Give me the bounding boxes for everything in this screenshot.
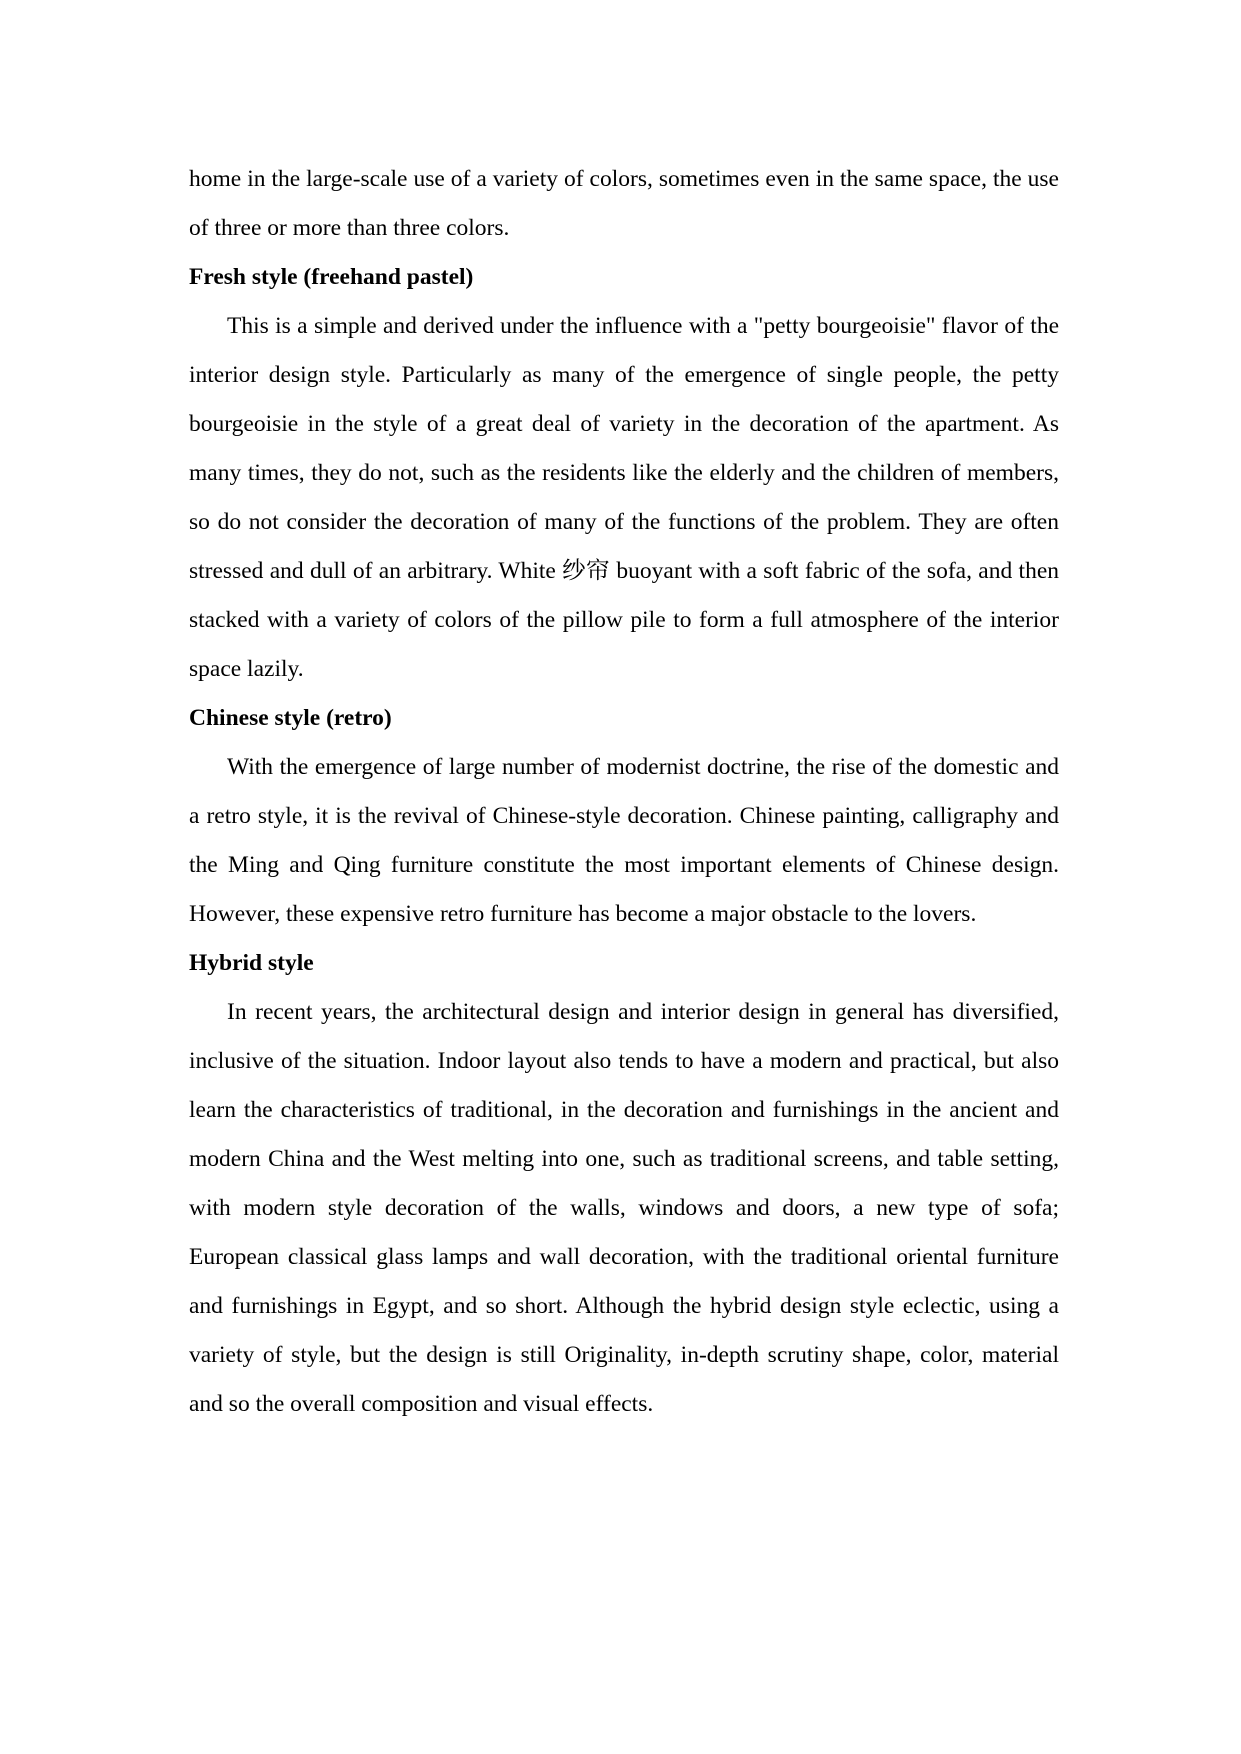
intro-continuation-paragraph: home in the large-scale use of a variety of colors, sometimes even in the same space, the use of three or more than three colors.	[189, 166, 1059, 241]
section-body-chinese-style: With the emergence of large number of modernist doctrine, the rise of the domestic and a retro style, it is the revival of Chinese-style decoration. Chinese painting, calligraphy and the Ming and Qing furniture constitute the most important elements of Chinese design. However, these expensive retro furniture has become a major obstacle to the lovers.	[189, 754, 1059, 927]
section-heading-fresh-style: Fresh style (freehand pastel)	[189, 264, 474, 290]
section-heading-hybrid-style: Hybrid style	[189, 950, 314, 976]
section-body-fresh-style: This is a simple and derived under the influence with a "petty bourgeoisie" flavor of the interior design style. Particularly as many of the emergence of single people, the petty bourgeoisie in the style of a great deal of variety in the decoration of the apartment. As many times, they do not, such as the residents like the elderly and the children of members, so do not consider the decoration of many of the functions of the problem. They are often stressed and dull of an arbitrary. White 纱帘 buoyant with a soft fabric of the sofa, and then stacked with a variety of colors of the pillow pile to form a full atmosphere of the interior space lazily.	[189, 313, 1059, 682]
page-content	[189, 155, 1059, 1429]
section-heading-chinese-style: Chinese style (retro)	[189, 705, 392, 731]
section-body-hybrid-style: In recent years, the architectural design and interior design in general has diversified, inclusive of the situation. Indoor layout also tends to have a modern and practical, but also learn the characteristics of traditional, in the decoration and furnishings in the ancient and modern China and the West melting into one, such as traditional screens, and table setting, with modern style decoration of the walls, windows and doors, a new type of sofa; European classical glass lamps and wall decoration, with the traditional oriental furniture and furnishings in Egypt, and so short. Although the hybrid design style eclectic, using a variety of style, but the design is still Originality, in-depth scrutiny shape, color, material and so the overall composition and visual effects.	[189, 999, 1059, 1417]
